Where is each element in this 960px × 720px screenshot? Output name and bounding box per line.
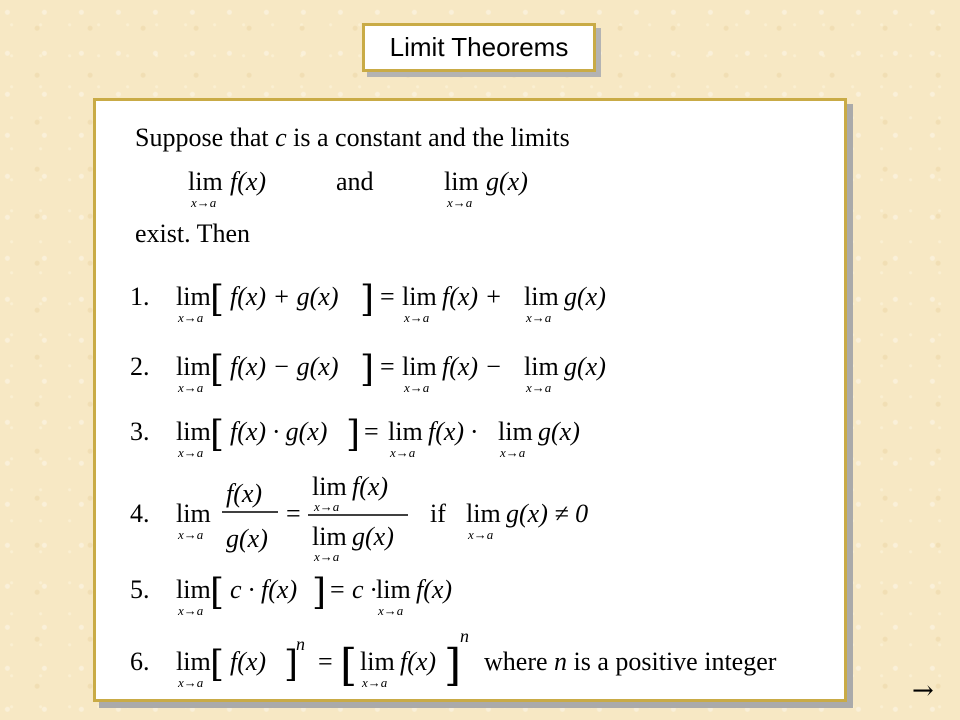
svg-text:lim: lim	[466, 499, 501, 528]
svg-text:x→a: x→a	[378, 603, 404, 618]
svg-text:g(x): g(x)	[352, 522, 394, 551]
svg-text:]: ]	[360, 279, 375, 320]
svg-text:f(x): f(x)	[230, 647, 267, 676]
svg-text:=: =	[286, 499, 301, 528]
svg-text:lim: lim	[524, 352, 559, 381]
svg-text:x→a: x→a	[390, 445, 416, 460]
svg-text:[: [	[210, 414, 225, 455]
svg-text:lim: lim	[176, 647, 211, 676]
svg-text:f(x): f(x)	[416, 575, 453, 604]
theorem-2	[130, 349, 606, 395]
svg-text:lim: lim	[176, 575, 211, 604]
svg-text:f(x): f(x)	[352, 472, 389, 501]
item-number: 2.	[130, 352, 150, 381]
svg-text:f(x): f(x)	[400, 647, 437, 676]
svg-text:lim: lim	[498, 417, 533, 446]
svg-text:lim: lim	[188, 167, 223, 196]
svg-text:g(x): g(x)	[226, 524, 268, 553]
svg-text:x→a: x→a	[404, 310, 430, 325]
svg-text:f(x) · g(x): f(x) · g(x)	[230, 417, 328, 446]
svg-text:x→a: x→a	[178, 380, 204, 395]
svg-text:lim: lim	[176, 282, 211, 311]
svg-text:g(x): g(x)	[564, 282, 606, 311]
svg-text:]: ]	[284, 644, 299, 685]
svg-text:]: ]	[360, 349, 375, 390]
svg-text:x→a: x→a	[314, 549, 340, 564]
svg-text:c · f(x): c · f(x)	[230, 575, 298, 604]
theorem-6	[130, 626, 777, 691]
svg-text:lim: lim	[402, 282, 437, 311]
svg-text:=: =	[380, 352, 395, 381]
svg-text:g(x): g(x)	[486, 167, 528, 196]
next-slide-arrow-icon[interactable]: →	[912, 676, 934, 706]
svg-text:x→a: x→a	[404, 380, 430, 395]
svg-text:n: n	[296, 634, 305, 654]
svg-text:f(x) +: f(x) +	[442, 282, 503, 311]
svg-text:f(x): f(x)	[226, 479, 263, 508]
svg-text:f(x): f(x)	[230, 167, 267, 196]
svg-text:lim: lim	[176, 417, 211, 446]
svg-text:x→a: x→a	[526, 380, 552, 395]
svg-text:x→a: x→a	[447, 195, 473, 210]
theorem-3	[130, 414, 580, 460]
theorem-4	[130, 472, 588, 564]
svg-text:lim: lim	[312, 472, 347, 501]
svg-text:=: =	[380, 282, 395, 311]
svg-text:g(x): g(x)	[538, 417, 580, 446]
svg-text:x→a: x→a	[178, 603, 204, 618]
item-number: 1.	[130, 282, 150, 311]
svg-text:x→a: x→a	[500, 445, 526, 460]
svg-text:]: ]	[444, 640, 462, 691]
svg-text:[: [	[210, 349, 225, 390]
svg-text:g(x): g(x)	[564, 352, 606, 381]
where-clause: where n is a positive integer	[484, 647, 777, 676]
svg-text:[: [	[210, 644, 225, 685]
svg-text:c ·: c ·	[352, 575, 377, 604]
svg-text:=: =	[330, 575, 345, 604]
svg-text:x→a: x→a	[178, 310, 204, 325]
svg-text:lim: lim	[176, 499, 211, 528]
svg-text:f(x) − g(x): f(x) − g(x)	[230, 352, 339, 381]
item-number: 3.	[130, 417, 150, 446]
svg-text:]: ]	[346, 414, 361, 455]
slide-title-text: Limit Theorems	[389, 32, 569, 62]
theorem-1	[130, 279, 606, 325]
svg-text:f(x) + g(x): f(x) + g(x)	[230, 282, 339, 311]
svg-text:lim: lim	[376, 575, 411, 604]
theorem-5	[130, 572, 452, 618]
svg-text:lim: lim	[402, 352, 437, 381]
item-number: 4.	[130, 499, 150, 528]
svg-text:[: [	[340, 640, 358, 691]
item-number: 6.	[130, 647, 150, 676]
svg-text:lim: lim	[176, 352, 211, 381]
svg-text:=: =	[364, 417, 379, 446]
svg-text:]: ]	[312, 572, 327, 613]
and-word: and	[336, 167, 374, 196]
svg-text:lim: lim	[312, 522, 347, 551]
svg-text:lim: lim	[360, 647, 395, 676]
if-word: if	[430, 499, 446, 528]
svg-text:x→a: x→a	[362, 675, 388, 690]
svg-text:x→a: x→a	[178, 445, 204, 460]
svg-text:lim: lim	[388, 417, 423, 446]
svg-text:x→a: x→a	[178, 527, 204, 542]
item-number: 5.	[130, 575, 150, 604]
svg-text:lim: lim	[444, 167, 479, 196]
intro-limits	[188, 167, 528, 210]
svg-text:x→a: x→a	[526, 310, 552, 325]
svg-text:g(x) ≠ 0: g(x) ≠ 0	[506, 499, 589, 528]
svg-text:f(x) −: f(x) −	[442, 352, 503, 381]
svg-text:[: [	[210, 572, 225, 613]
svg-text:x→a: x→a	[314, 499, 340, 514]
intro-line-1: Suppose that c is a constant and the limits	[135, 123, 570, 152]
svg-text:[: [	[210, 279, 225, 320]
svg-text:lim: lim	[524, 282, 559, 311]
svg-text:x→a: x→a	[191, 195, 217, 210]
svg-text:f(x) ·: f(x) ·	[428, 417, 478, 446]
svg-text:n: n	[460, 626, 469, 646]
intro-line-3: exist. Then	[135, 219, 251, 248]
svg-text:x→a: x→a	[468, 527, 494, 542]
svg-text:=: =	[318, 647, 333, 676]
svg-text:x→a: x→a	[178, 675, 204, 690]
